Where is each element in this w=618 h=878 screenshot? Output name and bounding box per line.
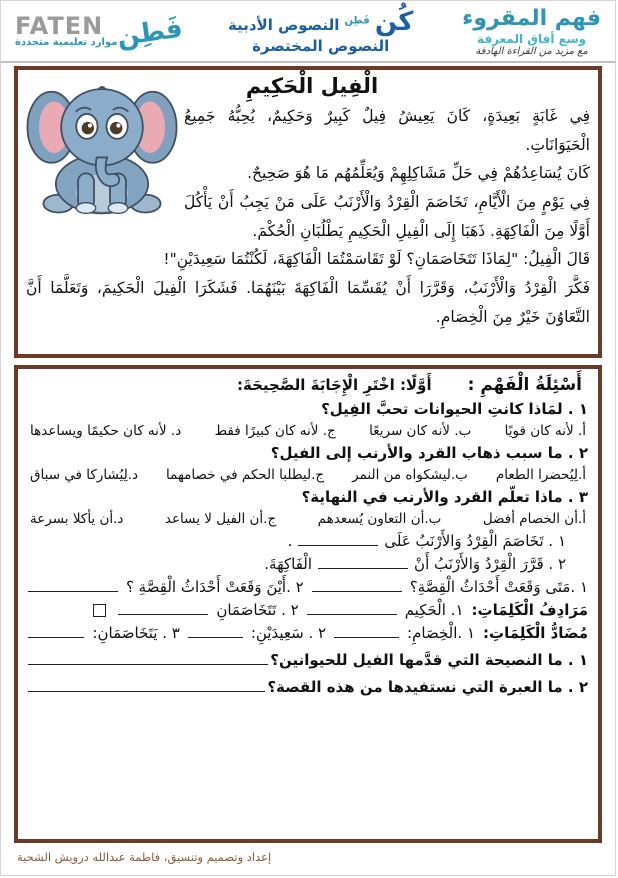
- where-question: ٢ .أَيْنَ وَقَعَتْ أَحْدَاثُ الْقِصَّةِ ؟: [125, 578, 304, 596]
- open-question-2-blank: [28, 678, 265, 692]
- mcq1-option-c[interactable]: ج. لأنه كان كبيرًا فقط: [214, 423, 336, 439]
- story-box: [14, 66, 602, 358]
- mcq1-option-a[interactable]: أ. لأنه كان قويًا: [504, 423, 586, 439]
- header: [1, 1, 615, 61]
- antonyms-row: [28, 624, 588, 642]
- faten-tagline: موارد تعليمية متجددة: [15, 37, 118, 49]
- mcq-question-1: ١ . لمَاذا كانتِ الحيوانات تحبَّ الفِيل؟: [321, 400, 588, 418]
- synonym-word-1: ١. الْحَكِيم: [404, 601, 464, 619]
- mcq3-option-b[interactable]: ب.أن التعاون يُسعدهم: [317, 511, 442, 527]
- story-paragraph-2: كَانَ يُسَاعِدُهُمْ فِي حَلِّ مَشَاكِلِهِمْ وَيُعَلِّمُهُم مَا هُوَ صَحِيحٌ.: [247, 164, 590, 183]
- mcq2-option-a[interactable]: أ.لِيُحضرا الطعام: [495, 467, 586, 483]
- synonym-word-2: ٢ . تَتَخَاصَمَانِ: [216, 601, 299, 619]
- elephant-illustration: [26, 74, 178, 216]
- mcq2-option-c[interactable]: ج.ليطلبا الحكم في خصامهما: [166, 467, 325, 483]
- fill-blank-1: [28, 532, 588, 550]
- open-question-2: [28, 678, 588, 696]
- kon-calligraphy: كُن: [374, 7, 414, 38]
- mcq2-option-d[interactable]: د.لِيُشاركا في سباق: [30, 467, 138, 483]
- where-blank: [28, 578, 118, 592]
- fill2-text: ٢ . قَرَّرَ الْقِرْدُ وَالأَرْنَبُ أَنْ: [414, 555, 566, 573]
- when-where-row: [28, 578, 588, 596]
- reading-logo-tagline: مع مزيد من القراءة الهادفة: [475, 46, 588, 58]
- elephant-image: [26, 74, 178, 216]
- synonyms-label: مَرَادِفُ الْكَلِمَاتِ:: [471, 601, 588, 619]
- open-question-1-text: ١ . ما النصيحة التي قدَّمها الفيل للحيوانين؟: [270, 651, 588, 669]
- antonym-word-2: ٢ . سَعِيدَيْنِ:: [250, 624, 327, 642]
- answer-checkbox[interactable]: [93, 604, 106, 617]
- reading-logo: [462, 6, 601, 59]
- faten-logo-text: FATEN: [15, 11, 104, 40]
- story-paragraph-3: فِي يَوْمٍ مِنَ الْأَيَّامِ، تَخَاصَمَ الْقِرْدُ وَالْأَرْنَبُ عَلَى مَنْ يَجِبُ أَنْ يَأْكُلَ أَوَّلًا مِنَ الْفَاكِهَةِ. ذَهَبَا إِلَى الْفِيلِ الْحَكِيمِ يَطْلُبَانِ الْحُكْمَ.: [184, 193, 590, 240]
- reading-logo-subtitle: وسع أفاق المعرفة: [477, 32, 587, 46]
- fatin-superscript: فَطِن: [344, 16, 370, 28]
- mcq1-option-d[interactable]: د. لأنه كان حكيمًا ويساعدها: [30, 423, 182, 439]
- fill-blank-2: [28, 555, 588, 573]
- antonym-word-1: ١ .الْخِصَامِ:: [407, 624, 475, 642]
- mcq3-option-c[interactable]: ج.أن الفيل لا يساعد: [164, 511, 277, 527]
- series-line1: النصوص الأدبية: [228, 16, 340, 35]
- open-question-1-blank: [28, 651, 268, 665]
- antonym-word-3: ٣ . يَتَخَاصَمَانِ:: [92, 624, 180, 642]
- fatin-arabic-logo: فَطِن: [115, 13, 185, 53]
- fill1-blank: [298, 532, 378, 546]
- fill2-blank: [318, 555, 408, 569]
- mcq-question-2: ٢ . ما سبب ذهاب القرد والأرنب إلى الفيل؟: [270, 444, 588, 462]
- when-blank: [312, 578, 402, 592]
- mcq1-option-b[interactable]: ب. لأنه كان سريعًا: [369, 423, 472, 439]
- story-paragraph-5: فَكَّرَ الْقِرْدُ وَالْأَرْنَبُ، وَقَرَّرَا أَنْ يُقَسِّمَا الْفَاكِهَةَ بَيْنَهُمَا. فَشَكَرَا الْفِيلَ الْحَكِيمَ، وَتَعَلَّمَا أَنَّ التَّعَاوُنَ خَيْرٌ مِنَ الْخِصَامِ.: [26, 279, 590, 326]
- series-logo: [228, 8, 413, 55]
- footer-credit: إعداد وتصميم وتنسيق، فاطمة عبدالله درويش الشحية: [17, 850, 272, 864]
- antonym-blank-2: [188, 624, 243, 638]
- fill1-text: ١ . تَخَاصَمَ الْقِرْدُ وَالأَرْنَبُ عَلَى: [384, 532, 566, 550]
- antonym-blank-1: [334, 624, 399, 638]
- mcq-options-3: [28, 511, 588, 527]
- mcq-options-2: [28, 467, 588, 483]
- reading-logo-title: فهم المقروء: [462, 5, 601, 31]
- story-paragraph-4: قَالَ الْفِيلُ: "لِمَاذَا تَتَخَاصَمَانِ؟ لَوْ تَقَاسَمْتُمَا الْفَاكِهَةَ، لَكُنْتُمَا سَعِيدَيْنِ"!: [163, 250, 590, 269]
- series-line2: النصوص المختصرة: [252, 37, 390, 56]
- mcq-options-1: [28, 423, 588, 439]
- faten-logo: [15, 11, 185, 53]
- fill1-tail: .: [287, 532, 293, 550]
- antonyms-label: مُضَادُّ الْكَلِمَاتِ:: [483, 624, 588, 642]
- when-question: ١ .مَتَى وَقَعَتْ أَحْدَاثُ الْقِصَّةِ؟: [409, 578, 588, 596]
- mcq-question-3: ٣ . ماذا تعلّم القرد والأرنب في النهاية؟: [301, 488, 588, 506]
- synonyms-row: [28, 601, 588, 619]
- first-section-label: أَوَّلًا: اخْتَرِ الْإِجَابَةَ الصَّحِيحَةَ:: [237, 376, 432, 394]
- story-paragraph-1: فِي غَابَةٍ بَعِيدَةٍ، كَانَ يَعِيشُ فِيلٌ كَبِيرٌ وَحَكِيمٌ، يُحِبُّهُ جَمِيعُ الْحَيَوَانَاتِ.: [184, 107, 590, 154]
- questions-heading: أَسْئِلَةُ الْفَهْمِ :: [467, 375, 582, 395]
- antonym-blank-3: [28, 624, 84, 638]
- questions-heading-row: [28, 375, 588, 395]
- mcq2-option-b[interactable]: ب.ليشكواه من النمر: [352, 467, 468, 483]
- open-question-1: [28, 651, 588, 669]
- synonym-blank-2: [118, 601, 208, 615]
- questions-box: [14, 365, 602, 843]
- fill2-tail: الْفَاكِهَةَ.: [264, 555, 313, 573]
- story-title: الْفِيل الْحَكِيمِ: [245, 74, 379, 98]
- synonym-blank-1: [307, 601, 397, 615]
- open-question-2-text: ٢ . ما العبرة التي نستفيدها من هذه القصة؟: [267, 678, 588, 696]
- mcq3-option-d[interactable]: د.أن يأكلا بسرعة: [30, 511, 124, 527]
- mcq3-option-a[interactable]: أ.أن الخصام أفضل: [482, 511, 586, 527]
- header-divider: [1, 61, 615, 63]
